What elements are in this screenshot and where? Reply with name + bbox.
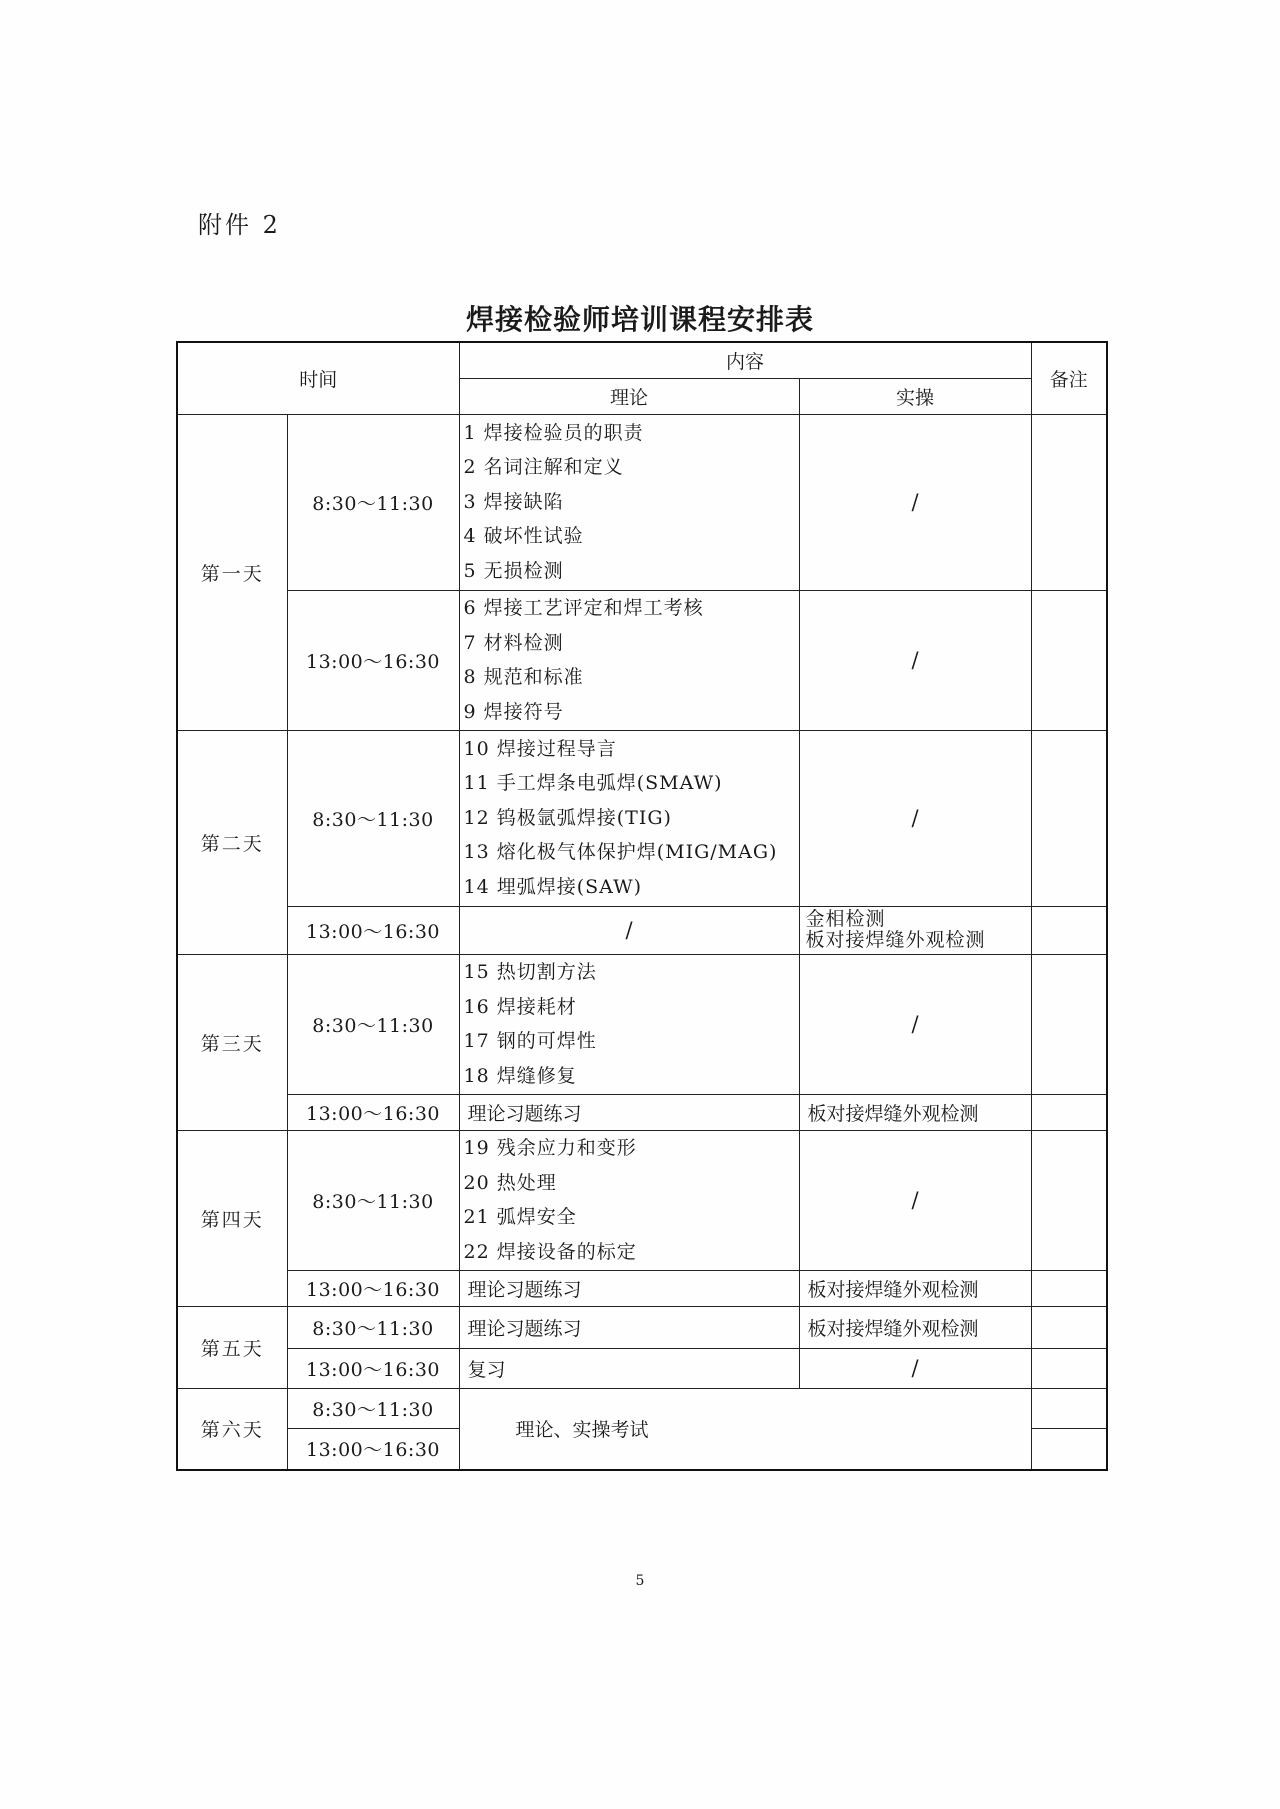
- theory-cell: 理论习题练习: [459, 1306, 799, 1348]
- theory-cell: 复习: [459, 1348, 799, 1388]
- day-label: 第三天: [177, 954, 287, 1130]
- theory-item: 13 熔化极气体保护焊(MIG/MAG): [463, 841, 778, 864]
- theory-cell: [459, 590, 799, 730]
- remarks-cell: [1031, 954, 1107, 1094]
- practice-cell: /: [799, 954, 1031, 1094]
- time-slot-am: 8:30～11:30: [287, 1306, 459, 1348]
- remarks-cell: [1031, 414, 1107, 590]
- time-slot-am: 8:30～11:30: [287, 414, 459, 590]
- theory-item: 22 焊接设备的标定: [463, 1240, 637, 1263]
- theory-cell: /: [459, 906, 799, 954]
- theory-cell: [459, 954, 799, 1094]
- theory-item: 20 热处理: [463, 1171, 557, 1194]
- day-label: 第五天: [177, 1306, 287, 1388]
- time-slot-am: 8:30～11:30: [287, 954, 459, 1094]
- theory-item: 8 规范和标准: [463, 666, 584, 688]
- practice-cell: /: [799, 1130, 1031, 1270]
- remarks-cell: [1031, 1270, 1107, 1306]
- theory-item: 16 焊接耗材: [463, 995, 577, 1018]
- time-slot-pm: 13:00～16:30: [287, 1348, 459, 1388]
- theory-item: 9 焊接符号: [463, 700, 564, 723]
- time-slot-am: 8:30～11:30: [287, 1388, 459, 1428]
- theory-item: 1 焊接检验员的职责: [463, 421, 644, 444]
- theory-item: 4 破坏性试验: [463, 525, 584, 548]
- theory-item: 12 钨极氩弧焊接(TIG): [463, 806, 672, 829]
- theory-cell: 理论习题练习: [459, 1270, 799, 1306]
- time-slot-am: 8:30～11:30: [287, 730, 459, 906]
- practice-item: 金相检测: [805, 908, 886, 930]
- day-label: 第二天: [177, 730, 287, 954]
- theory-item: 5 无损检测: [463, 559, 564, 582]
- practice-cell: [799, 906, 1031, 954]
- time-slot-am: 8:30～11:30: [287, 1130, 459, 1270]
- remarks-cell: [1031, 906, 1107, 954]
- theory-cell: [459, 1130, 799, 1270]
- header-content: 内容: [459, 342, 1031, 378]
- theory-cell: [459, 414, 799, 590]
- theory-item: 21 弧焊安全: [463, 1206, 577, 1228]
- theory-cell: [459, 730, 799, 906]
- header-time: 时间: [177, 342, 459, 414]
- day-label: 第一天: [177, 414, 287, 730]
- theory-item: 2 名词注解和定义: [463, 456, 624, 479]
- remarks-cell: [1031, 1428, 1107, 1470]
- time-slot-pm: 13:00～16:30: [287, 1428, 459, 1470]
- theory-item: 11 手工焊条电弧焊(SMAW): [463, 772, 723, 795]
- header-remarks: 备注: [1031, 342, 1107, 414]
- practice-cell: /: [799, 590, 1031, 730]
- time-slot-pm: 13:00～16:30: [287, 906, 459, 954]
- attachment-label: 附件 2: [198, 211, 281, 239]
- remarks-cell: [1031, 1348, 1107, 1388]
- remarks-cell: [1031, 730, 1107, 906]
- theory-item: 14 埋弧焊接(SAW): [463, 875, 643, 898]
- theory-item: 3 焊接缺陷: [463, 490, 564, 513]
- time-slot-pm: 13:00～16:30: [287, 1094, 459, 1130]
- practice-cell: 板对接焊缝外观检测: [799, 1270, 1031, 1306]
- remarks-cell: [1031, 1306, 1107, 1348]
- practice-item: 板对接焊缝外观检测: [805, 929, 986, 951]
- theory-item: 6 焊接工艺评定和焊工考核: [463, 597, 704, 619]
- theory-item: 19 残余应力和变形: [463, 1137, 637, 1159]
- theory-item: 15 热切割方法: [463, 961, 597, 983]
- practice-cell: 板对接焊缝外观检测: [799, 1094, 1031, 1130]
- page-number: 5: [635, 1573, 645, 1589]
- theory-item: 18 焊缝修复: [463, 1064, 577, 1087]
- exam-cell: 理论、实操考试: [459, 1388, 1031, 1470]
- remarks-cell: [1031, 1130, 1107, 1270]
- practice-cell: /: [799, 730, 1031, 906]
- practice-cell: /: [799, 414, 1031, 590]
- practice-cell: 板对接焊缝外观检测: [799, 1306, 1031, 1348]
- remarks-cell: [1031, 590, 1107, 730]
- time-slot-pm: 13:00～16:30: [287, 1270, 459, 1306]
- day-label: 第六天: [177, 1388, 287, 1470]
- document-title: 焊接检验师培训课程安排表: [465, 303, 814, 336]
- header-theory: 理论: [459, 378, 799, 414]
- time-slot-pm: 13:00～16:30: [287, 590, 459, 730]
- remarks-cell: [1031, 1388, 1107, 1428]
- theory-cell: 理论习题练习: [459, 1094, 799, 1130]
- theory-item: 10 焊接过程导言: [463, 737, 617, 760]
- theory-item: 17 钢的可焊性: [463, 1030, 597, 1052]
- schedule-table: [176, 341, 1108, 1471]
- day-label: 第四天: [177, 1130, 287, 1306]
- header-practice: 实操: [799, 378, 1031, 414]
- practice-cell: /: [799, 1348, 1031, 1388]
- remarks-cell: [1031, 1094, 1107, 1130]
- theory-item: 7 材料检测: [463, 631, 564, 654]
